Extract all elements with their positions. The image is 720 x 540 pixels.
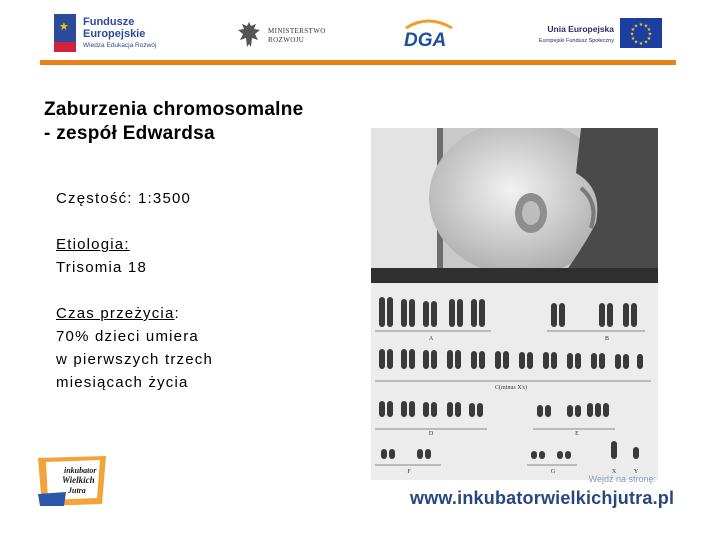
slide-title	[44, 98, 304, 146]
karyotype-figure	[371, 283, 658, 480]
svg-text:★: ★	[630, 36, 636, 42]
karyotype-label-g: G	[550, 469, 556, 475]
karyotype-label-a: A	[428, 336, 434, 342]
svg-text:★: ★	[630, 27, 636, 33]
etiology-label: Etiologia:	[56, 236, 130, 253]
etiology-value: Trisomia 18	[56, 259, 147, 276]
svg-text:★: ★	[633, 39, 639, 46]
ministry-logo-text: MINISTERSTWO ROZWOJU	[268, 27, 326, 44]
slide-title-line2: - zespół Edwardsa	[44, 123, 215, 144]
inkubator-badge-logo	[36, 454, 110, 508]
karyotype-label-y: Y	[633, 469, 639, 475]
frequency-text: Częstość: 1:3500	[56, 190, 192, 207]
inkubator-logo-icon	[36, 454, 110, 508]
badge-line-2: Wielkich	[62, 475, 95, 485]
infant-photo	[371, 128, 658, 283]
fe-logo-subtitle: Wiedza Edukacja Rozwój	[83, 42, 157, 49]
karyotype-label-e: E	[575, 431, 579, 437]
survival-colon: :	[174, 305, 180, 322]
polish-eagle-icon	[236, 20, 262, 50]
ministry-logo	[236, 20, 336, 52]
svg-text:★: ★	[643, 39, 649, 46]
svg-text:★: ★	[629, 31, 635, 38]
eu-flag-icon	[620, 18, 662, 48]
infant-profile-image	[371, 128, 658, 283]
survival-line-3: miesiącach życia	[56, 374, 189, 391]
slide-title-line1: Zaburzenia chromosomalne	[44, 99, 304, 120]
svg-text:★: ★	[647, 31, 653, 38]
karyotype-label-d: D	[428, 431, 434, 437]
survival-block	[56, 302, 213, 394]
survival-heading	[56, 302, 213, 325]
fe-logo-title: Fundusze Europejskie	[83, 16, 146, 40]
visit-label: Wejdź na stronę:	[588, 474, 656, 484]
karyotype-chromosomes	[371, 283, 658, 480]
eu-funds-flag-icon: ★	[54, 14, 76, 52]
survival-line-1: 70% dzieci umiera	[56, 328, 199, 345]
survival-line-2: w pierwszych trzech	[56, 351, 214, 368]
svg-text:★: ★	[646, 36, 652, 42]
dga-logo-text: DGA	[404, 30, 447, 51]
header-divider	[40, 60, 676, 65]
etiology-block	[56, 233, 147, 279]
karyotype-label-x: X	[611, 469, 617, 475]
eu-logo-subtitle: Europejski Fundusz Społeczny	[538, 38, 614, 44]
svg-text:★: ★	[633, 23, 639, 30]
survival-label: Czas przeżycia	[56, 305, 175, 322]
karyotype-label-b: B	[604, 336, 610, 342]
eu-logo-title: Unia Europejska	[547, 24, 614, 34]
svg-text:★: ★	[646, 27, 652, 33]
fundusze-europejskie-logo	[54, 14, 174, 54]
logo-bar	[0, 0, 720, 62]
dga-logo	[400, 16, 456, 52]
svg-text:★: ★	[638, 22, 644, 28]
badge-line-3: Jutra	[68, 486, 86, 495]
svg-text:★: ★	[638, 41, 644, 47]
badge-line-1: inkubator	[64, 466, 97, 475]
eu-logo	[524, 18, 662, 52]
svg-text:★: ★	[643, 23, 649, 30]
karyotype-label-c: C(minus X's)	[495, 385, 527, 391]
karyotype-label-f: F	[407, 469, 411, 475]
website-url-link[interactable]: www.inkubatorwielkichjutra.pl	[410, 488, 675, 508]
dga-arc-icon	[400, 16, 456, 52]
